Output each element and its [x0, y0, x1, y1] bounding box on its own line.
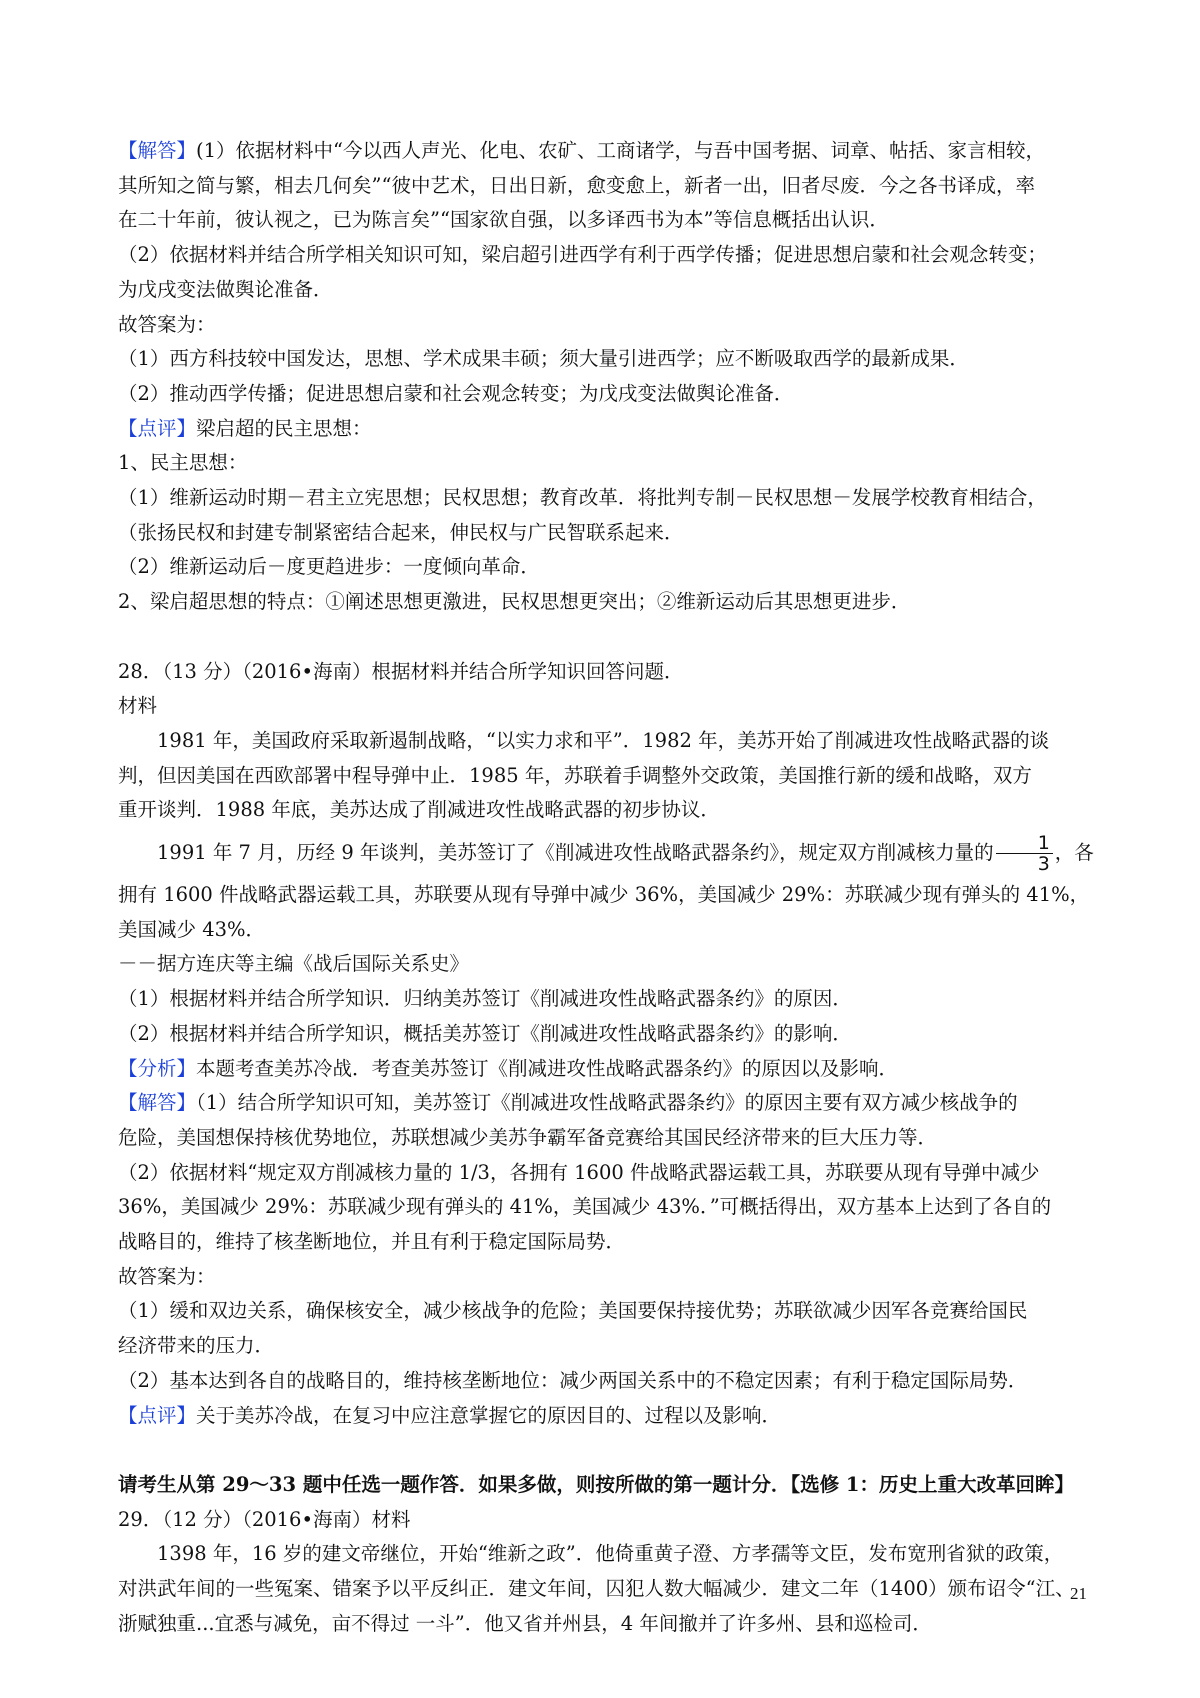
answer-tag: 【解答】	[118, 139, 197, 162]
page-content	[118, 134, 1098, 1642]
answer-label: 故答案为：	[118, 1264, 216, 1288]
material-line: 重开谈判．1988 年底，美苏达成了削减进攻性战略武器的初步协议．	[118, 798, 720, 822]
answer-label: 故答案为：	[118, 312, 216, 336]
answer-paragraph-line: 36%，美国减少 29%：苏联减少现有弹头的 41%，美国减少 43%．”可概括得出，双方基本上达到了各自的	[118, 1195, 1052, 1219]
answer-tag: 【解答】	[118, 1091, 197, 1115]
answer-paragraph-line: 危险，美国想保持核优势地位，苏联想减少美苏争霸军备竞赛给其国民经济带来的巨大压力等．	[118, 1125, 938, 1149]
comment-line: （2）维新运动后－度更趋进步：一度倾向革命．	[118, 555, 540, 579]
answer-paragraph-line: （2）依据材料“规定双方削减核力量的 1/3，各拥有 1600 件战略武器运载工具，苏联要从现有导弹中减少	[118, 1160, 1040, 1184]
material-line: 拥有 1600 件战略武器运载工具，苏联要从现有导弹中减少 36%，美国减少 29%：苏联减少现有弹头的 41%，	[118, 883, 1090, 907]
comment-line: （1）维新运动时期－君主立宪思想；民权思想；教育改革．将批判专制－民权思想－发展学校教育相结合，	[118, 486, 1047, 510]
material-line: 判，但因美国在西欧部署中程导弹中止．1985 年，苏联着手调整外交政策，美国推行新的缓和战略，双方	[118, 763, 1032, 787]
sub-question-2: （2）根据材料并结合所学知识，概括美苏签订《削减进攻性战略武器条约》的影响．	[118, 1021, 852, 1045]
final-answer-2: （2）基本达到各自的战略目的，维持核垄断地位：减少两国关系中的不稳定因素；有利于稳定国际局势．	[118, 1368, 1028, 1392]
final-answer-1: 经济带来的压力．	[118, 1334, 275, 1358]
answer-paragraph-line: 【解答】（1）结合所学知识可知，美苏签订《削减进攻性战略武器条约》的原因主要有双方减少核战争的	[118, 1091, 1018, 1115]
question-28-title: 28．（13 分）（2016•海南）根据材料并结合所学知识回答问题．	[118, 659, 684, 683]
answer-paragraph-line: 为戊戌变法做舆论准备．	[118, 277, 333, 301]
material-line: 1981 年，美国政府采取新遏制战略，“以实力求和平”．1982 年，美苏开始了削减进攻性战略武器的谈	[157, 728, 1050, 752]
comment-tag: 【点评】	[118, 1403, 197, 1427]
question-29-title: 29．（12 分）（2016•海南）材料	[118, 1507, 411, 1531]
page-number: 21	[1070, 1584, 1087, 1603]
material-line: 1991 年 7 月，历经 9 年谈判，美苏签订了《削减进攻性战略武器条约》，规定双方削减核力量的 $\frac{1}{3}$ ，各	[157, 832, 1094, 876]
fraction-one-third: $\frac{1}{3}$	[996, 833, 1053, 874]
answer-paragraph-line: 【解答】(1）依据材料中“今以西人声光、化电、农矿、工商诸学，与吾中国考据、词章、帖括、家言相较，	[118, 139, 1045, 162]
comment-line: 2、梁启超思想的特点：①阐述思想更激进，民权思想更突出；②维新运动后其思想更进步．	[118, 590, 911, 614]
material-line: 美国减少 43%．	[118, 917, 266, 941]
material-line: 对洪武年间的一些冤案、错案予以平反纠正．建文年间，囚犯人数大幅减少．建文二年（1400）颁布诏令“江、	[118, 1577, 1075, 1601]
spacer	[118, 1433, 1098, 1468]
material-line: 1398 年，16 岁的建文帝继位，开始“维新之政”．他倚重黄子澄、方孝孺等文臣，发布宽刑省狱的政策，	[157, 1542, 1064, 1566]
elective-heading: 请考生从第 29～33 题中任选一题作答．如果多做，则按所做的第一题计分．【选修 1：历史上重大改革回眸】	[118, 1472, 1074, 1496]
final-answer-1: （1）西方科技较中国发达，思想、学术成果丰硕；须大量引进西学；应不断吸取西学的最新成果．	[118, 347, 969, 371]
comment-tag: 【点评】	[118, 416, 197, 440]
comment-line: 1、民主思想：	[118, 451, 248, 475]
final-answer-1: （1）缓和双边关系，确保核安全，减少核战争的危险；美国要保持接优势；苏联欲减少因军各竞赛给国民	[118, 1299, 1028, 1323]
answer-paragraph-line: 其所知之简与繁，相去几何矣”“彼中艺术，日出日新，愈变愈上，新者一出，旧者尽废．今之各书译成，率	[118, 173, 1035, 197]
analysis-tag: 【分析】	[118, 1056, 197, 1080]
comment-line: （张扬民权和封建专制紧密结合起来，伸民权与广民智联系起来．	[118, 520, 684, 544]
answer-paragraph-line: 战略目的，维持了核垄断地位，并且有利于稳定国际局势．	[118, 1230, 626, 1254]
sub-question-1: （1）根据材料并结合所学知识．归纳美苏签订《削减进攻性战略武器条约》的原因．	[118, 987, 852, 1011]
spacer	[118, 620, 1098, 655]
material-source: －－据方连庆等主编《战后国际关系史》	[118, 952, 470, 976]
final-answer-2: （2）推动西学传播；促进思想启蒙和社会观念转变；为戊戌变法做舆论准备．	[118, 381, 794, 405]
answer-paragraph-line: 在二十年前，彼认视之，已为陈言矣”“国家欲自强，以多译西书为本”等信息概括出认识．	[118, 208, 889, 232]
comment-line: 【点评】关于美苏冷战，在复习中应注意掌握它的原因目的、过程以及影响．	[118, 1403, 782, 1427]
material-label: 材料	[118, 694, 158, 718]
comment-line: 【点评】梁启超的民主思想：	[118, 416, 372, 440]
material-line: 浙赋独重...宜悉与减免，亩不得过 一斗”．他又省并州县，4 年间撤并了许多州、县和巡检司．	[118, 1611, 932, 1635]
answer-paragraph-line: （2）依据材料并结合所学相关知识可知，梁启超引进西学有利于西学传播；促进思想启蒙和社会观念转变；	[118, 243, 1047, 267]
analysis-line: 【分析】本题考查美苏冷战．考查美苏签订《削减进攻性战略武器条约》的原因以及影响．	[118, 1056, 899, 1080]
